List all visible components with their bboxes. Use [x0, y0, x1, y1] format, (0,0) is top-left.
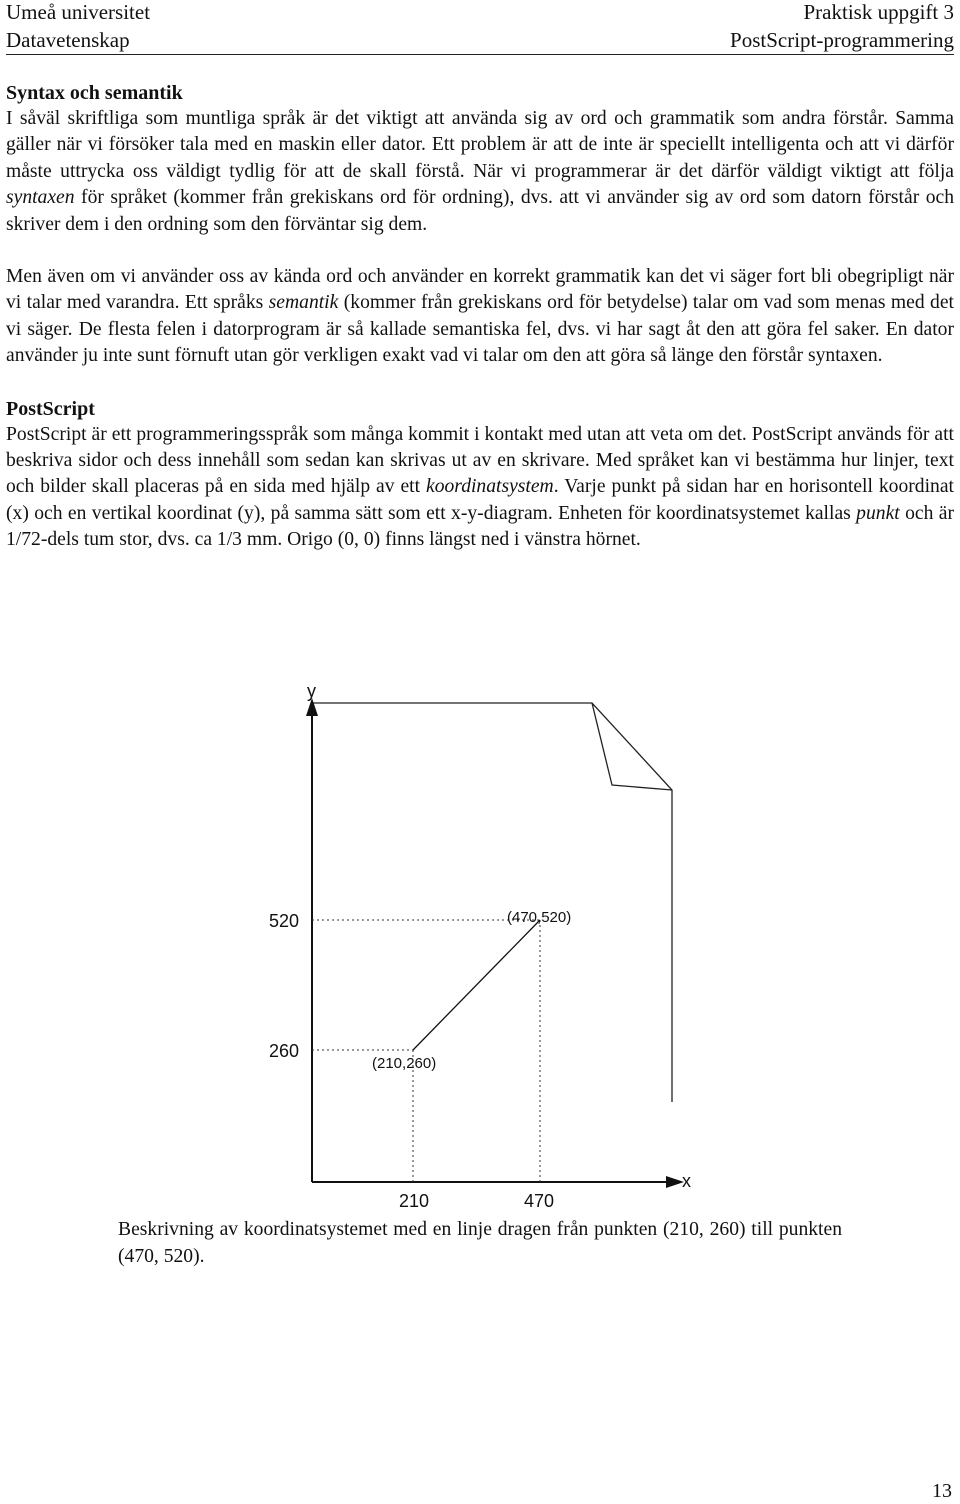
text-run: I såväl skriftliga som muntliga språk är det viktigt att använda sig av ord och grammatik som andra förstår. Samma gäller när vi försöker tala med en maskin eller dator. Ett problem är att de inte är speciellt intelligenta och att vi därför måste uttrycka oss väldigt tydlig för att de skall förstå. När vi programmerar är det därför väldigt viktigt att följa: [6, 108, 954, 182]
assignment-topic: PostScript-programmering: [730, 28, 954, 52]
text-run: Men även om vi använder oss av kända ord och använder en korrekt grammatik kan det vi säger fort bli obegripligt när vi talar med varandra. Ett språks: [6, 266, 954, 314]
x-tick-label-210: 210: [399, 1191, 430, 1211]
y-axis-label: y: [307, 681, 316, 701]
emphasis-semantik: semantik: [268, 292, 339, 314]
section-heading-syntax: Syntax och semantik: [6, 82, 183, 104]
paragraph-postscript: [6, 422, 954, 554]
emphasis-syntaxen: syntaxen: [6, 187, 75, 209]
emphasis-koordinatsystem: koordinatsystem: [426, 476, 554, 498]
coordinate-system-figure: [0, 670, 960, 1230]
page-outline: [312, 703, 672, 1102]
x-axis-label: x: [682, 1171, 691, 1191]
assignment-title: Praktisk uppgift 3: [803, 0, 954, 24]
y-tick-label-520: 520: [269, 911, 300, 931]
department-name: Datavetenskap: [6, 28, 130, 52]
y-tick-label-260: 260: [269, 1041, 300, 1061]
header-right: [730, 0, 954, 54]
emphasis-punkt: punkt: [856, 502, 900, 524]
page-header: [6, 0, 954, 55]
paragraph-semantik: [6, 264, 954, 370]
paragraph-syntax: [6, 106, 954, 238]
point-label-start: (210,260): [372, 1055, 437, 1072]
university-name: Umeå universitet: [6, 0, 151, 24]
text-run: och är 1/72-dels tum stor, dvs. ca 1/3 mm. Origo (0, 0) finns längst ned i vänstra hörnet.: [6, 502, 954, 551]
page-number: 13: [932, 1480, 952, 1502]
section-heading-postscript: PostScript: [6, 397, 95, 420]
point-label-end: (470,520): [507, 909, 572, 926]
text-run: . Varje punkt på sidan har en horisontell koordinat (x) och en vertikal koordinat (y), på samma sätt som ett x-y-diagram. Enheten för koordinatsystemet kallas: [6, 476, 954, 524]
document-body: [6, 80, 954, 554]
header-left: [6, 0, 150, 54]
figure-caption: Beskrivning av koordinatsystemet med en linje dragen från punkten (210, 260) till punkten (470, 520).: [118, 1219, 842, 1267]
text-run: för språket (kommer från grekiskans ord för ordning), dvs. att vi använder sig av ord som datorn förstår och skriver dem i den ordning som den förväntar sig dem.: [6, 187, 954, 235]
text-run: PostScript är ett programmeringsspråk som många kommit i kontakt med utan att veta om det. PostScript används för att beskriva sidor och dess innehåll som sedan kan skrivas ut av en skrivare. Med språket kan vi bestämma hur linjer, text och bilder skall placeras på en sida med hjälp av ett: [6, 423, 954, 498]
x-tick-label-470: 470: [524, 1191, 555, 1211]
text-run: (kommer från grekiskans ord för betydelse) talar om vad som menas med det vi säger. De flesta felen i datorprogram är så kallade semantiska fel, dvs. vi har sagt åt den att göra fel saker. En dator använder ju inte sunt förnuft utan gör verkligen exakt vad vi talar om den att göra så länge den förstår syntaxen.: [6, 292, 954, 367]
drawn-line: [413, 920, 540, 1050]
